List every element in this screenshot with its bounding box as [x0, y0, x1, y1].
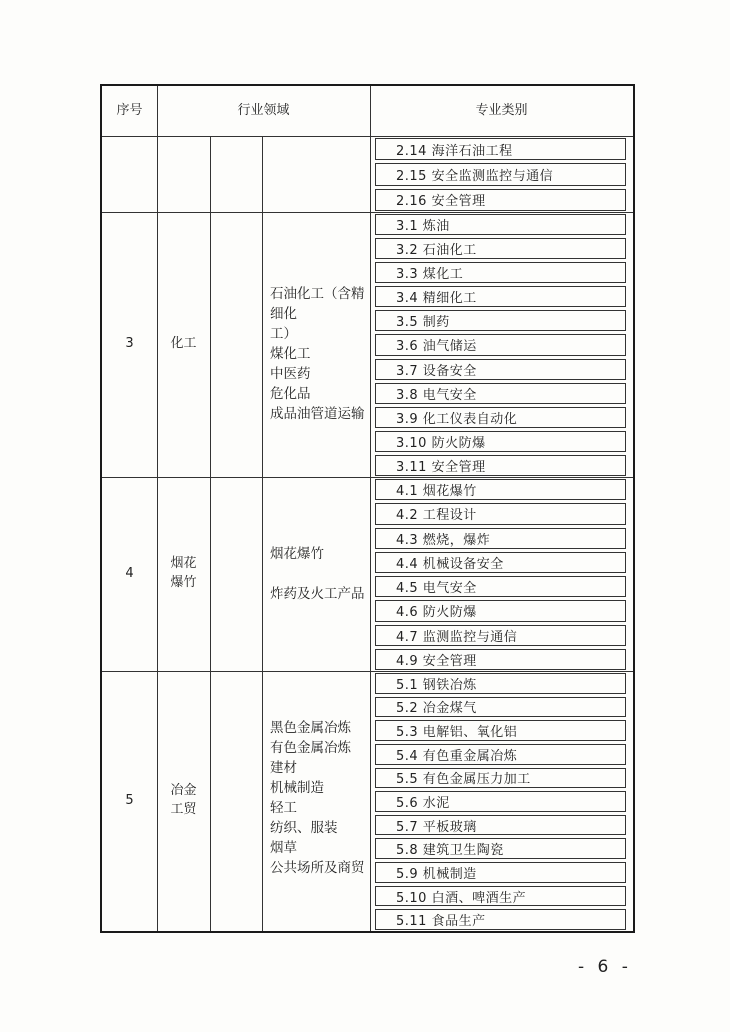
specialty-item: 5.10 白酒、啤酒生产 — [375, 886, 626, 907]
header-col-industry: 行业领域 — [237, 102, 290, 118]
industry-field-item: 烟花爆竹 — [270, 546, 324, 562]
industry-field-item — [270, 564, 274, 584]
industry-field-item: 烟草 — [270, 840, 297, 856]
specialty-item: 5.9 机械制造 — [375, 862, 626, 883]
table-rule — [210, 477, 211, 671]
table-rule — [210, 212, 211, 477]
industry-fields — [262, 477, 370, 671]
industry-field-item: 轻工 — [270, 800, 297, 816]
specialty-item: 3.8 电气安全 — [375, 383, 626, 404]
specialty-item: 4.2 工程设计 — [375, 503, 626, 524]
industry-name: 化工 — [170, 336, 197, 352]
industry-fields — [262, 212, 370, 477]
table-rule — [210, 136, 211, 212]
industry-field-item: 石油化工（含精细化 — [270, 286, 365, 322]
specialty-item: 5.1 钢铁冶炼 — [375, 673, 626, 694]
specialty-item: 2.15 安全监测监控与通信 — [375, 163, 626, 185]
industry-field-item: 中医药 — [270, 366, 311, 382]
specialty-table — [100, 84, 635, 933]
row-number — [102, 136, 157, 212]
specialty-item: 4.3 燃烧，爆炸 — [375, 528, 626, 549]
specialty-item: 3.3 煤化工 — [375, 262, 626, 283]
industry-fields — [262, 671, 370, 931]
specialty-item: 4.9 安全管理 — [375, 649, 626, 670]
specialty-item: 2.14 海洋石油工程 — [375, 138, 626, 160]
specialty-item: 5.2 冶金煤气 — [375, 697, 626, 718]
industry-name: 冶金工贸 — [170, 783, 197, 817]
specialty-item: 4.6 防火防爆 — [375, 600, 626, 621]
specialty-item: 3.4 精细化工 — [375, 286, 626, 307]
specialty-item: 4.4 机械设备安全 — [375, 552, 626, 573]
specialty-item: 2.16 安全管理 — [375, 189, 626, 211]
header-col-number: 序号 — [116, 102, 143, 118]
row-number: 5 — [125, 792, 134, 808]
specialty-item: 3.11 安全管理 — [375, 455, 626, 476]
specialty-item: 5.4 有色重金属冶炼 — [375, 744, 626, 765]
specialty-item: 3.9 化工仪表自动化 — [375, 407, 626, 428]
specialty-item: 3.7 设备安全 — [375, 359, 626, 380]
specialty-item: 5.6 水泥 — [375, 791, 626, 812]
specialty-item: 3.1 炼油 — [375, 214, 626, 235]
industry-field-item: 纺织、服装 — [270, 820, 338, 836]
specialty-item: 4.1 烟花爆竹 — [375, 479, 626, 500]
table-rule — [210, 671, 211, 931]
row-number: 4 — [125, 565, 134, 581]
specialty-item: 5.3 电解铝、氧化铝 — [375, 720, 626, 741]
specialty-item: 3.2 石油化工 — [375, 238, 626, 259]
industry-field-item: 危化品 — [270, 386, 311, 402]
industry-field-item: 有色金属冶炼 — [270, 740, 351, 756]
specialty-item: 3.5 制药 — [375, 310, 626, 331]
industry-field-item: 公共场所及商贸 — [270, 860, 365, 876]
industry-field-item: 成品油管道运输 — [270, 406, 365, 422]
specialty-item: 3.6 油气储运 — [375, 334, 626, 355]
industry-field-item: 煤化工 — [270, 346, 311, 362]
industry-field-item: 工） — [270, 326, 297, 342]
industry-field-item: 炸药及火工产品 — [270, 586, 365, 602]
specialty-item: 5.5 有色金属压力加工 — [375, 768, 626, 789]
industry-name: 烟花爆竹 — [170, 556, 197, 590]
industry-name — [157, 136, 210, 212]
specialty-item: 5.7 平板玻璃 — [375, 815, 626, 836]
specialty-item: 4.5 电气安全 — [375, 576, 626, 597]
industry-field-item: 建材 — [270, 760, 297, 776]
page-number: - 6 - — [578, 957, 632, 977]
specialty-item: 5.11 食品生产 — [375, 909, 626, 930]
specialty-item: 4.7 监测监控与通信 — [375, 625, 626, 646]
industry-field-item: 黑色金属冶炼 — [270, 720, 351, 736]
specialty-item: 5.8 建筑卫生陶瓷 — [375, 838, 626, 859]
industry-fields — [262, 136, 370, 212]
header-col-specialty: 专业类别 — [475, 102, 528, 118]
specialty-item: 3.10 防火防爆 — [375, 431, 626, 452]
row-number: 3 — [125, 336, 134, 352]
industry-field-item: 机械制造 — [270, 780, 324, 796]
